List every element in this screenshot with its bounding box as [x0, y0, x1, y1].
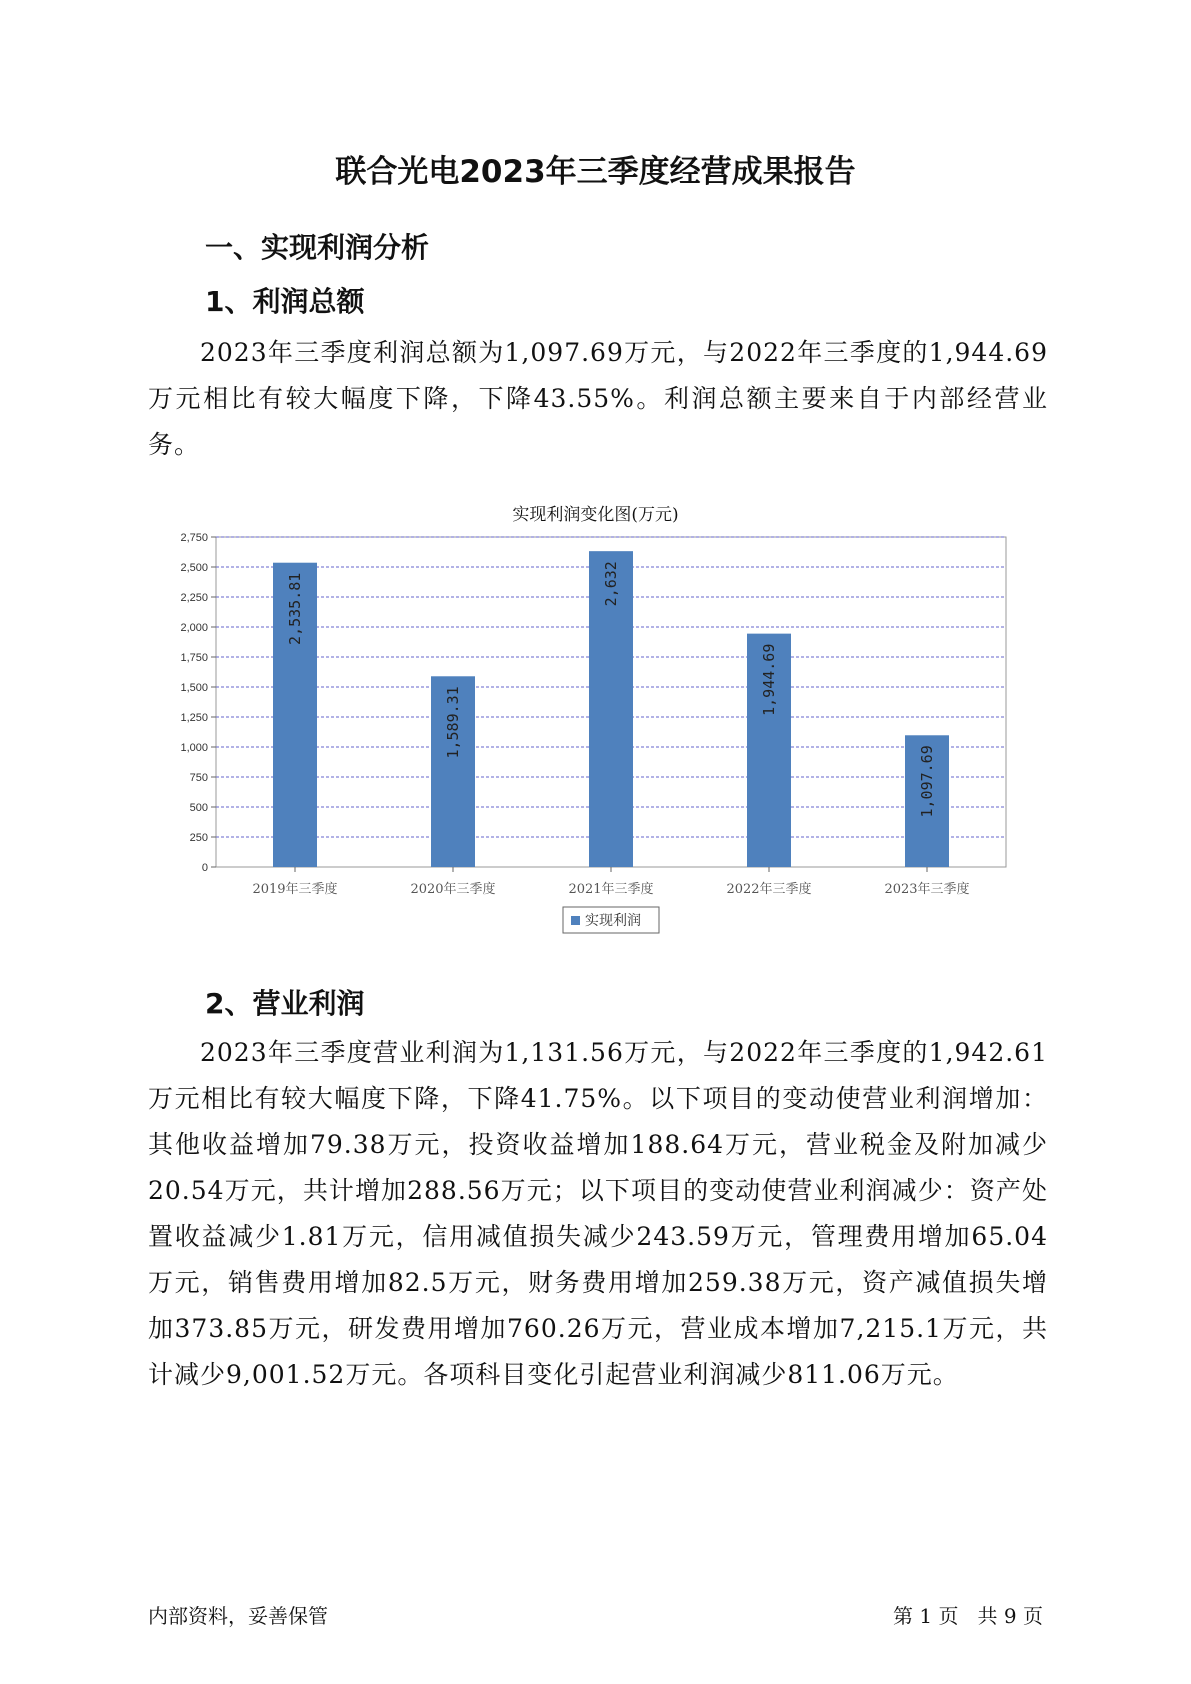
x-tick-label: 2023年三季度	[884, 882, 970, 897]
y-tick-label: 250	[189, 832, 208, 844]
legend-label: 实现利润	[585, 913, 641, 929]
chart-title: 实现利润变化图(万元)	[512, 505, 679, 525]
paragraph-operating-profit: 2023年三季度营业利润为1,131.56万元，与2022年三季度的1,942.61万元相比有较大幅度下降，下降41.75%。以下项目的变动使营业利润增加：其他收益增加79.38万元，投资收益增加188.64万元，营业税金及附加减少20.54万元，共计增加288.56万元；以下项目的变动使营业利润减少：资产处置收益减少1.81万元，信用减值损失减少243.59万元，管理费用增加65.04万元，销售费用增加82.5万元，财务费用增加259.38万元，资产减值损失增加373.85万元，研发费用增加760.26万元，营业成本增加7,215.1万元，共计减少9,001.52万元。各项科目变化引起营业利润减少811.06万元。	[148, 1038, 1048, 1389]
y-tick-label: 0	[201, 862, 208, 874]
y-tick-label: 2,750	[180, 532, 208, 544]
y-tick-label: 500	[189, 802, 208, 814]
y-tick-label: 1,500	[180, 682, 208, 694]
y-tick-label: 2,000	[180, 622, 208, 634]
section-heading: 一、实现利润分析	[205, 231, 430, 264]
subsection-heading-profit-total: 1、利润总额	[205, 285, 365, 318]
y-tick-label: 750	[189, 772, 208, 784]
y-tick-label: 1,000	[180, 742, 208, 754]
paragraph-profit-total: 2023年三季度利润总额为1,097.69万元，与2022年三季度的1,944.69万元相比有较大幅度下降，下降43.55%。利润总额主要来自于内部经营业务。	[148, 338, 1048, 459]
y-tick-label: 2,500	[180, 562, 208, 574]
data-label: 1,097.69	[918, 745, 936, 818]
data-label: 1,944.69	[760, 643, 778, 716]
x-tick-label: 2022年三季度	[726, 882, 812, 897]
footer-page-number: 第 1 页 共 9 页	[893, 1604, 1043, 1628]
x-tick-label: 2021年三季度	[568, 882, 654, 897]
footer-confidential: 内部资料，妥善保管	[148, 1604, 328, 1628]
data-label: 2,632	[602, 561, 620, 607]
x-tick-label: 2020年三季度	[410, 882, 496, 897]
subsection-heading-operating-profit: 2、营业利润	[205, 987, 365, 1020]
legend-swatch	[571, 916, 580, 925]
profit-bar-chart	[160, 525, 1020, 945]
y-tick-label: 2,250	[180, 592, 208, 604]
y-tick-label: 1,250	[180, 712, 208, 724]
page-title: 联合光电2023年三季度经营成果报告	[335, 154, 856, 190]
data-label: 2,535.81	[286, 572, 304, 645]
y-tick-label: 1,750	[180, 652, 208, 664]
data-label: 1,589.31	[444, 686, 462, 759]
x-tick-label: 2019年三季度	[252, 882, 338, 897]
